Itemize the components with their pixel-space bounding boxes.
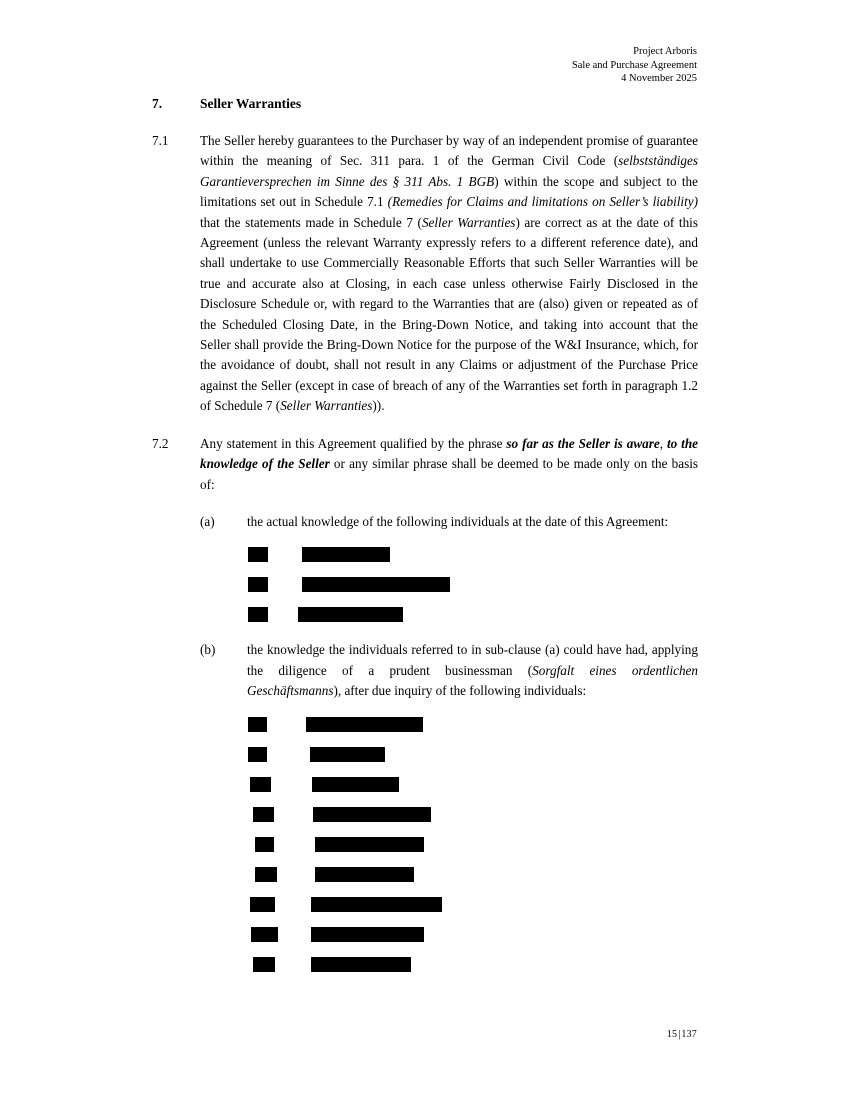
redacted-name-row [152,714,698,735]
redaction-bar-title [253,957,275,972]
document-body [152,96,698,984]
section-title: Seller Warranties [200,96,302,111]
clause-number: 7.2 [152,435,169,451]
redaction-bar-name [302,547,390,562]
section-heading [152,96,698,112]
redacted-name-row [152,604,698,625]
redaction-bar-title [250,897,275,912]
redacted-name-row [152,894,698,915]
page-footer [667,1029,697,1040]
redaction-bar-name [306,717,423,732]
subclause-number: (b) [200,642,216,658]
footer-total-pages: 137 [681,1029,697,1040]
redaction-bar-name [311,957,411,972]
subclause-b [152,640,698,701]
redaction-bar-title [248,577,268,592]
clause-text: The Seller hereby guarantees to the Purchaser by way of an independent promise of guarantee within the meaning of Sec. 311 para. 1 of the German Civil Code (selbstständiges Garantieversprechen im Sinne des § 311 Abs. 1 BGB) within the scope and subject to the limitations set out in Schedule 7.1 (Remedies for Claims and limitations on Seller’s liability) that the statements made in Schedule 7 (Seller Warranties) are correct as at the date of this Agreement (unless the relevant Warranty expressly refers to a different reference date), and shall undertake to use Commercially Reasonable Efforts that such Seller Warranties will be true and accurate also at Closing, in each case unless otherwise Fairly Disclosed in the Disclosure Schedule or, with regard to the Warranties that are (also) given or repeated as of the Scheduled Closing Date, in the Bring-Down Notice, and taking into account that the Seller shall provide the Bring-Down Notice for the purpose of the W&I Insurance, which, for the avoidance of doubt, shall not result in any Claims or adjustment of the Purchase Price against the Seller (except in case of breach of any of the Warranties set forth in paragraph 1.2 of Schedule 7 (Seller Warranties)). [200,133,699,414]
redacted-names-list-a [152,544,698,625]
redaction-bar-title [250,777,271,792]
redacted-name-row [152,924,698,945]
section-number: 7. [152,96,163,111]
redaction-bar-title [251,927,278,942]
redacted-name-row [152,864,698,885]
subclause-text: the knowledge the individuals referred to in sub-clause (a) could have had, applying the diligence of a prudent businessman (Sorgfalt eines ordentlichen Geschäftsmanns), after due inquiry of the following individuals: [247,642,698,699]
redaction-bar-name [311,897,442,912]
subclause-text: the actual knowledge of the following individuals at the date of this Agreement: [247,513,669,529]
redacted-names-list-b [152,714,698,975]
redacted-name-row [152,574,698,595]
redaction-bar-title [255,867,277,882]
header-project-name: Project Arboris [633,46,697,57]
redaction-bar-name [313,807,431,822]
clause-text: Any statement in this Agreement qualified by the phrase so far as the Seller is aware, to the knowledge of the Seller or any similar phrase shall be deemed to be made only on the basis of: [200,435,699,492]
redaction-bar-title [248,747,267,762]
redaction-bar-name [310,747,385,762]
redaction-bar-title [253,807,274,822]
redaction-bar-name [311,927,424,942]
redaction-bar-name [302,577,450,592]
footer-page-number: 15 [666,1029,678,1040]
redaction-bar-name [312,777,399,792]
redacted-name-row [152,744,698,765]
redacted-name-row [152,544,698,565]
redaction-bar-title [255,837,274,852]
redaction-bar-name [315,837,424,852]
redaction-bar-title [248,547,268,562]
redacted-name-row [152,834,698,855]
redaction-bar-title [248,607,268,622]
redacted-name-row [152,804,698,825]
clause-7-2 [152,434,698,495]
redacted-name-row [152,774,698,795]
page-header [572,45,697,86]
clause-7-1 [152,131,698,417]
redacted-name-row [152,954,698,975]
clause-number: 7.1 [152,133,169,148]
subclause-number: (a) [200,513,215,529]
header-document-title: Sale and Purchase Agreement [571,59,697,71]
redaction-bar-name [298,607,403,622]
footer-separator: | [678,1029,681,1040]
subclause-a [152,512,698,532]
header-date: 4 November 2025 [621,73,697,84]
redaction-bar-name [315,867,414,882]
redaction-bar-title [248,717,267,732]
